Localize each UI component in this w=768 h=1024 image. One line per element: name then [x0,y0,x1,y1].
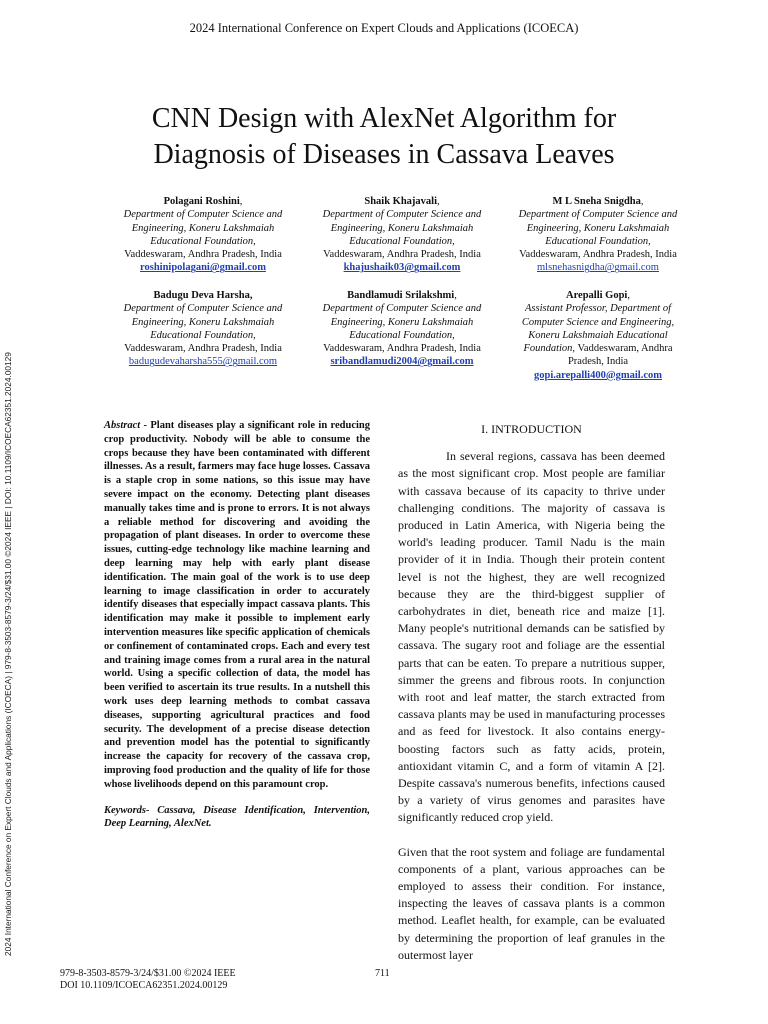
author-name: Bandlamudi Srilakshmi [347,290,455,301]
author-email-link[interactable]: sribandlamudi2004@gmail.com [330,356,474,368]
author-location: Vaddeswaram, Andhra [575,343,673,355]
section-heading: I. INTRODUCTION [481,422,582,436]
author-affiliation: Educational Foundation, [349,329,455,341]
author-email-link[interactable]: roshinipolagani@gmail.com [140,262,266,274]
author-affiliation: Educational Foundation, [150,329,256,341]
author-email-link[interactable]: badugudevaharsha555@gmail.com [128,356,278,368]
author-affiliation: Foundation, [523,343,576,355]
footer-identifiers [60,968,236,991]
author-location: Vaddeswaram, Andhra Pradesh, India [323,343,481,355]
author-affiliation: Educational Foundation, [545,235,651,247]
author-location: Pradesh, India [567,356,629,368]
intro-paragraph: In several regions, cassava has been deemed as the most significant crop. Most people are familiar with cassava because of its capacity to thrive under challenging conditions. The majority of cassava is produced in Latin America, with Nigeria being the world's leading producer. Tamil Nadu is the main provider of it in India. Though their protein content level is not the highest, they are well recognized because they are the third-biggest supplier of carbohydrates in diet, beneath rice and maize [1]. Many people's nutritional demands can be satisfied by cassava. The sugary root and foliage are the essential parts that can be eaten. To prepare a nutritious supper, simmer the greens and fibrous roots. In conjunction with root and leaf matter, the starch extracted from cassava plants may be used in manufacturing processes and as feed for livestock. It also contains energy-boosting factors such as fatty acids, protein, antioxidant vitamin C, and a form of vitamin A [2]. Despite cassava's numerous benefits, infections caused by a variety of virus genomes and parasites have significantly reduced crop yield. [398,449,665,825]
abstract-label: Abstract [104,420,141,431]
introduction-column [398,421,665,964]
author-email-link[interactable]: gopi.arepalli400@gmail.com [534,369,662,381]
side-copyright-note: 2024 International Conference on Expert Clouds and Applications (ICOECA) | 979-8-3503-8579-3/24/$31.00 ©2024 IEEE | DOI: 10.1109/ICOECA62351.2024.00129 [3,352,13,956]
author-block: Bandlamudi Srilakshmi, Department of Computer Science and Engineering, Koneru Lakshmaiah Educational Foundation, Vaddeswaram, Andhra Pradesh, India sribandlamudi2004@gmail.com [307,289,497,369]
author-affiliation: Department of Computer Science and [123,303,283,315]
author-block: Arepalli Gopi, Assistant Professor, Department of Computer Science and Engineering, Koneru Lakshmaiah Educational Foundation, Vaddeswaram, Andhra Pradesh, India gopi.arepalli400@gmail.com [503,289,693,382]
footer-doi: DOI 10.1109/ICOECA62351.2024.00129 [60,979,228,991]
author-affiliation: Engineering, Koneru Lakshmaiah [131,222,275,234]
author-name: Arepalli Gopi [566,290,628,301]
author-block: M L Sneha Snigdha, Department of Computer Science and Engineering, Koneru Lakshmaiah Educational Foundation, Vaddeswaram, Andhra Pradesh, India mlsnehasnigdha@gmail.com [503,195,693,275]
author-affiliation: Department of Computer Science and [322,303,482,315]
author-location: Vaddeswaram, Andhra Pradesh, India [124,249,282,261]
author-affiliation: Assistant Professor, Department of [524,303,672,315]
author-affiliation: Department of Computer Science and [518,209,678,221]
conference-header: 2024 International Conference on Expert Clouds and Applications (ICOECA) [189,21,579,35]
author-affiliation: Department of Computer Science and [123,209,283,221]
intro-paragraph: Given that the root system and foliage are fundamental components of a plant, various approaches can be employed to assess their condition. For instance, inspecting the leaves of cassava plants is a common method. Leaflet health, for example, can be evaluated by determining the proportion of leaf granules in the outermost layer [398,844,665,962]
author-affiliation: Engineering, Koneru Lakshmaiah [131,316,275,328]
abstract-text: - Plant diseases play a significant role in reducing crop productivity. Nobody will be able to consume the crops because they have been contaminated with different illnesses. As a result, farmers may face huge losses. Cassava is a staple crop in some nations, so this issue may have severe impact on the economy. Detecting plant diseases manually takes time and is prone to errors. It is not always a reliable method for discovering and avoiding the propagation of plant diseases. In order to overcome these issues, cutting-edge technology like machine learning and deep learning may help with early plant disease identification. The main goal of the work is to use deep learning to image classification in order to accurately identify diseases that especially impact cassava plants. This identification may make it possible to implement early intervention measures like specific application of chemicals or confinement of contaminated crops. Each and every test and training image comes from a rural area in the natural world. Using a specific collection of data, the model has been verified to ascertain its true results. In a nutshell this work uses deep learning methods to combat cassava diseases, supporting agricultural practices and food security. The development of a precise disease detection and prevention model has the potential to significantly increase the capacity for recovery of the cassava crop, improving food production and the quality of life for those whose livelihoods depend on this paramount crop. [104,420,370,790]
author-affiliation: Department of Computer Science and [322,209,482,221]
title-line: CNN Design with AlexNet Algorithm for [151,103,617,134]
abstract-column [104,419,370,831]
author-affiliation: Engineering, Koneru Lakshmaiah [330,222,474,234]
author-affiliation: Educational Foundation, [349,235,455,247]
author-name: Polagani Roshini [163,196,240,207]
author-name: M L Sneha Snigdha [552,196,641,207]
author-block: Shaik Khajavali, Department of Computer Science and Engineering, Koneru Lakshmaiah Educational Foundation, Vaddeswaram, Andhra Pradesh, India khajushaik03@gmail.com [307,195,497,275]
author-name: Shaik Khajavali [364,196,438,207]
author-location: Vaddeswaram, Andhra Pradesh, India [124,343,282,355]
keywords: Keywords- Cassava, Disease Identification, Intervention, Deep Learning, AlexNet. [104,804,370,830]
author-affiliation: Computer Science and Engineering, [521,316,675,328]
author-affiliation: Engineering, Koneru Lakshmaiah [526,222,670,234]
abstract [104,419,370,792]
author-location: Vaddeswaram, Andhra Pradesh, India [519,249,677,261]
author-affiliation: Educational Foundation, [150,235,256,247]
author-email-link[interactable]: khajushaik03@gmail.com [343,262,461,274]
title-line: Diagnosis of Diseases in Cassava Leaves [153,139,615,170]
author-block [108,289,298,369]
author-affiliation: Engineering, Koneru Lakshmaiah [330,316,474,328]
author-affiliation: Koneru Lakshmaiah Educational [528,329,668,341]
author-location: Vaddeswaram, Andhra Pradesh, India [323,249,481,261]
author-email-link[interactable]: mlsnehasnigdha@gmail.com [537,262,659,274]
author-block: Polagani Roshini, Department of Computer Science and Engineering, Koneru Lakshmaiah Educational Foundation, Vaddeswaram, Andhra Pradesh, India roshinipolagani@gmail.com [108,195,298,275]
author-name: Badugu Deva Harsha, [153,290,253,301]
footer-isbn: 979-8-3503-8579-3/24/$31.00 ©2024 IEEE [60,968,236,979]
page-number: 711 [375,968,390,979]
paper-title [60,101,708,173]
